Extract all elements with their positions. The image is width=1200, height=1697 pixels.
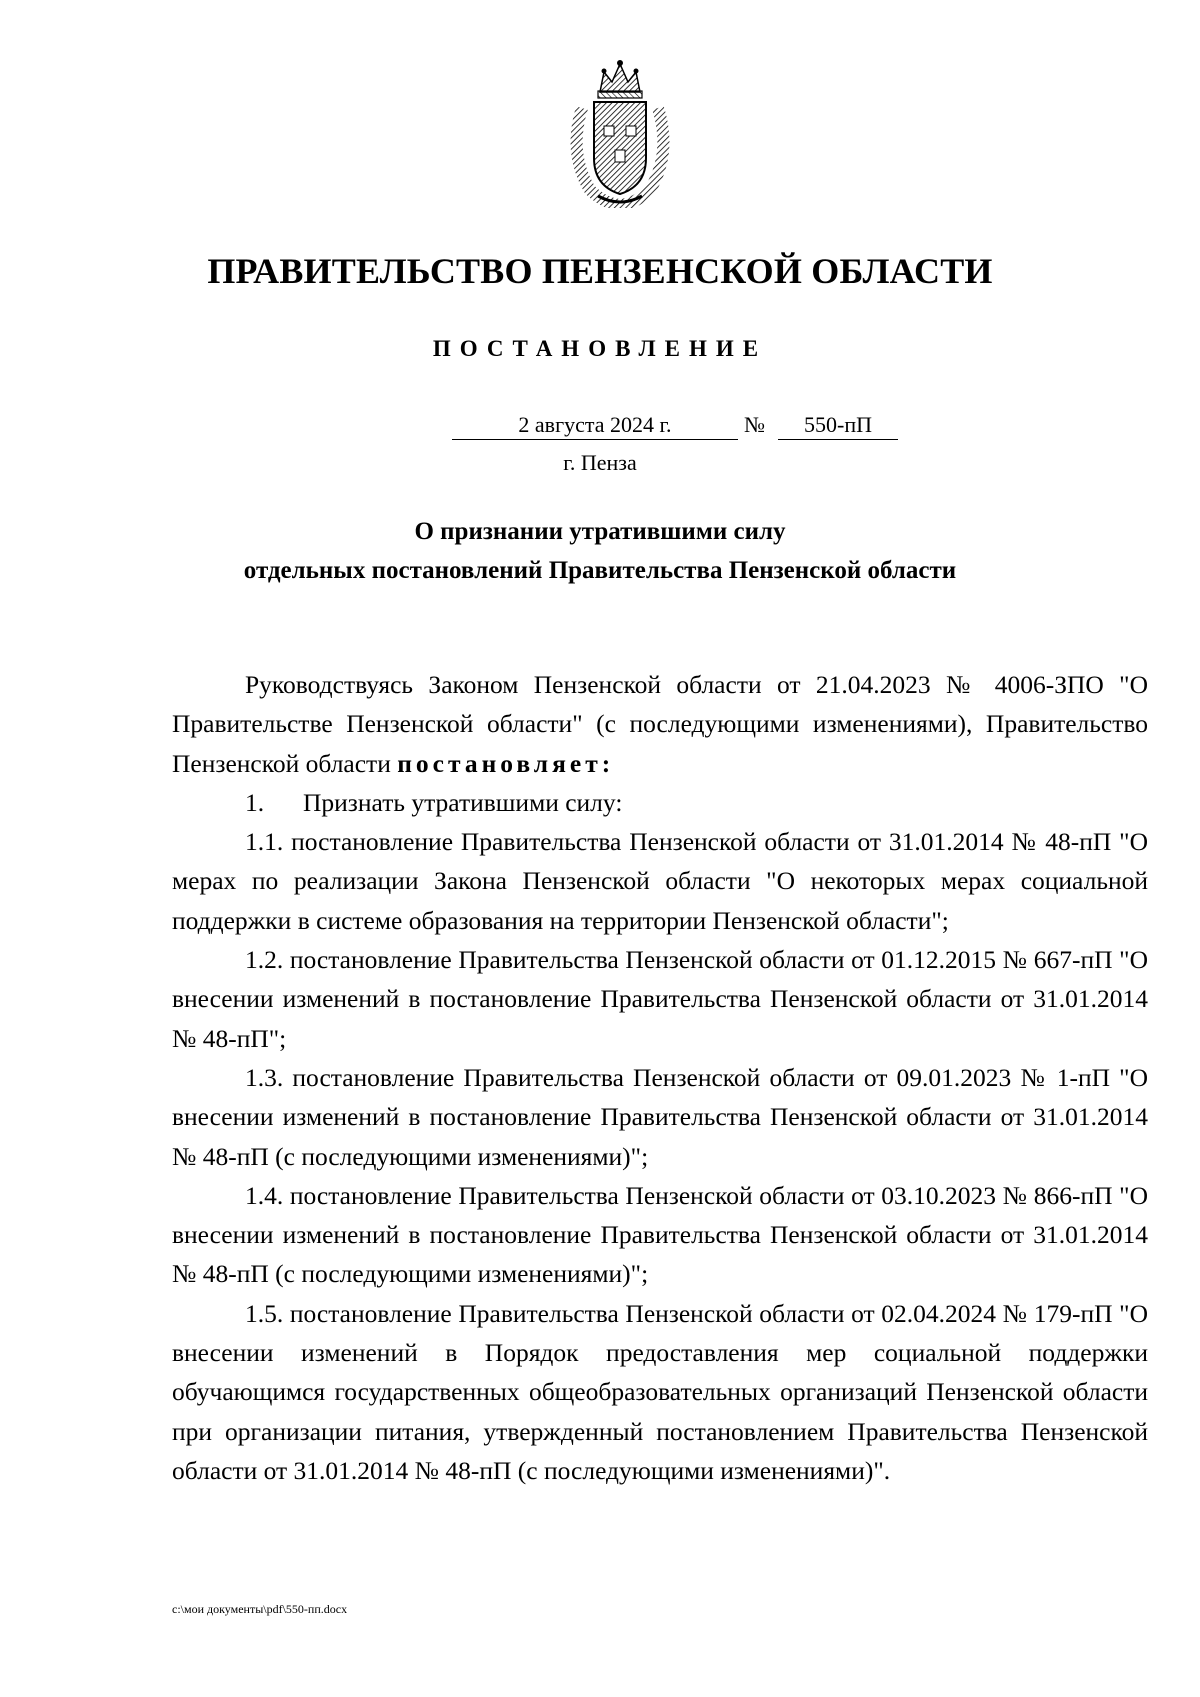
subitem-text: постановление Правительства Пензенской области от 02.04.2024 № 179-пП "О внесении изменений в Порядок предоставления мер социальной поддержки обучающимся государственных общеобразовательных организаций Пензенской области при организации питания, утвержденный постановлением Правительства Пензенской области от 31.01.2014 № 48-пП (с последующими изменениями)".: [172, 1298, 1148, 1485]
subitem-number: 1.1.: [245, 827, 284, 857]
document-subject: [0, 512, 1200, 590]
subitem-1-4: [172, 1176, 1148, 1294]
document-type: ПОСТАНОВЛЕНИЕ: [432, 336, 768, 361]
subject-line-2: отдельных постановлений Правительства Пензенской области: [243, 557, 957, 584]
subitem-text: постановление Правительства Пензенской области от 03.10.2023 № 866-пП "О внесении изменений в постановление Правительства Пензенской области от 31.01.2014 № 48-пП (с последующими изменениями)";: [172, 1180, 1148, 1289]
document-number: 550-пП: [778, 411, 898, 440]
subitem-1-2: [172, 940, 1148, 1058]
government-title: ПРАВИТЕЛЬСТВО ПЕНЗЕНСКОЙ ОБЛАСТИ: [207, 251, 993, 291]
subitem-number: 1.3.: [245, 1062, 284, 1092]
city: г. Пенза: [563, 450, 637, 475]
subitem-number: 1.4.: [245, 1180, 284, 1210]
item-number: 1.: [245, 787, 265, 817]
date-number-line: [0, 411, 1200, 441]
subitem-text: постановление Правительства Пензенской области от 31.01.2014 № 48-пП "О мерах по реализации Закона Пензенской области "О некоторых мерах социальной поддержки в системе образования на территории Пензенской области";: [172, 827, 1148, 935]
intro-text: Руководствуясь Законом Пензенской области от 21.04.2023 № 4006-ЗПО "О Правительстве Пензенской области" (с последующими изменениями), Правительство Пензенской области: [172, 670, 1148, 778]
subitem-1-5: [172, 1294, 1148, 1490]
document-body: [172, 665, 1148, 1490]
subitem-text: постановление Правительства Пензенской области от 01.12.2015 № 667-пП "О внесении изменений в постановление Правительства Пензенской области от 31.01.2014 № 48-пП";: [172, 945, 1148, 1053]
subitem-text: постановление Правительства Пензенской области от 09.01.2023 № 1-пП "О внесении изменений в постановление Правительства Пензенской области от 31.01.2014 № 48-пП (с последующими изменениями)";: [172, 1062, 1148, 1171]
subitem-number: 1.5.: [245, 1298, 284, 1328]
document-date: 2 августа 2024 г.: [452, 411, 738, 440]
decree-word: постановляет:: [397, 748, 615, 778]
subject-line-1: О признании утратившими силу: [414, 518, 786, 545]
penza-coat-of-arms-icon: [560, 58, 680, 208]
subitem-1-3: [172, 1058, 1148, 1176]
subitem-1-1: [172, 822, 1148, 940]
item-1: [172, 783, 1148, 822]
file-path-footer: c:\мои документы\pdf\550-пп.docx: [172, 1602, 348, 1616]
subitem-number: 1.2.: [245, 945, 284, 975]
number-sign: №: [744, 412, 765, 437]
intro-paragraph: [172, 665, 1148, 783]
item-text: Признать утратившими силу:: [303, 787, 623, 817]
